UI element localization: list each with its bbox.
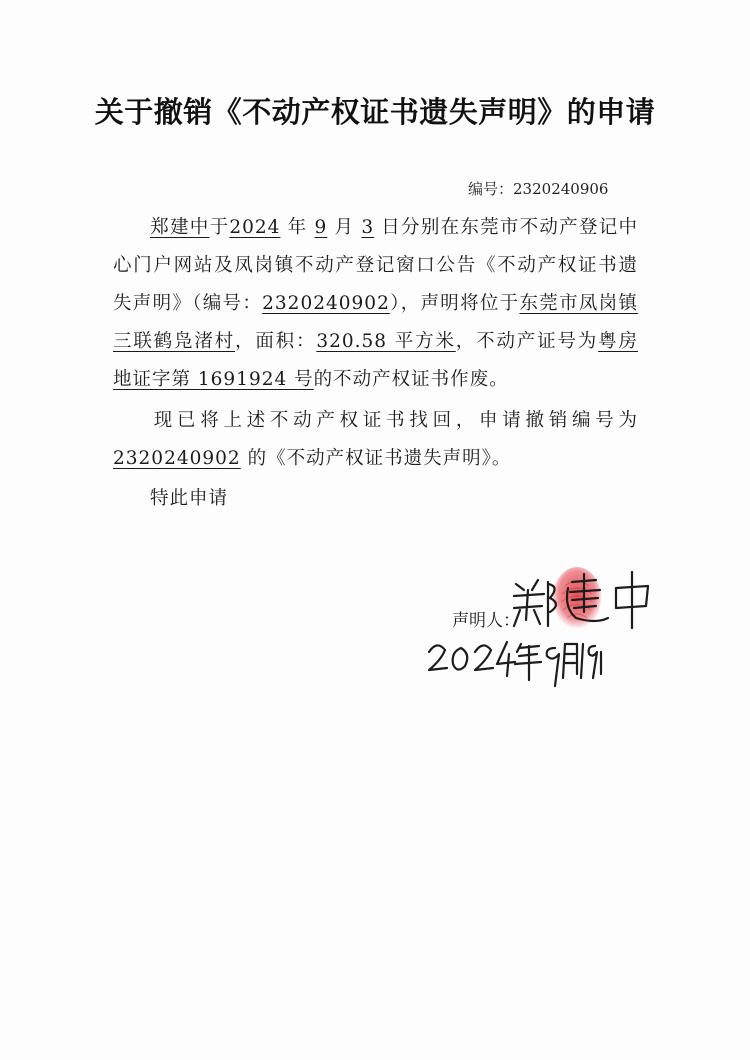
text-segment: ，不动产证号为 bbox=[455, 331, 599, 352]
document-number-label: 编号： bbox=[468, 180, 514, 198]
text-segment: 日分别在东莞市不动产登记中心门户网站及凤岗镇不动产登记窗口公告《不动产权证书遗失声明》（编号： bbox=[113, 217, 638, 314]
text-segment: ），声明将位于 bbox=[389, 293, 520, 314]
property-area: 320.58 平方米 bbox=[316, 331, 456, 352]
text-segment: 年 bbox=[287, 217, 308, 238]
announce-day: 3 bbox=[361, 217, 375, 238]
text-segment: 于 bbox=[209, 217, 230, 238]
text-segment: ，面积： bbox=[235, 331, 317, 352]
paragraph-closing bbox=[113, 480, 638, 518]
handwritten-date bbox=[425, 630, 605, 690]
property-location: 东莞市凤岗镇三联鹤凫渚村 bbox=[113, 293, 638, 352]
signer-label: 声明人： bbox=[452, 611, 520, 631]
applicant-name: 郑建中 bbox=[150, 217, 210, 238]
text-segment: 的《不动产权证书遗失声明》。 bbox=[247, 448, 512, 469]
paragraph-declaration bbox=[113, 209, 638, 399]
document-number bbox=[468, 178, 608, 199]
paragraph-revocation bbox=[113, 402, 638, 478]
revoked-statement-number: 2320240902 bbox=[113, 448, 241, 469]
certificate-number: 粤房地证字第 1691924 号 bbox=[113, 331, 638, 390]
statement-number: 2320240902 bbox=[262, 293, 390, 314]
text-segment: 月 bbox=[334, 217, 355, 238]
handwritten-signature bbox=[510, 568, 660, 630]
announce-month: 9 bbox=[314, 217, 328, 238]
document-number-value: 2320240906 bbox=[513, 180, 609, 198]
text-segment: 的不动产权证书作废。 bbox=[313, 369, 509, 390]
text-segment: 现已将上述不动产权证书找回，申请撤销编号为 bbox=[150, 410, 638, 431]
closing-text: 特此申请 bbox=[150, 488, 229, 509]
announce-year: 2024 bbox=[229, 217, 281, 238]
document-title: 关于撤销《不动产权证书遗失声明》的申请 bbox=[94, 95, 656, 129]
